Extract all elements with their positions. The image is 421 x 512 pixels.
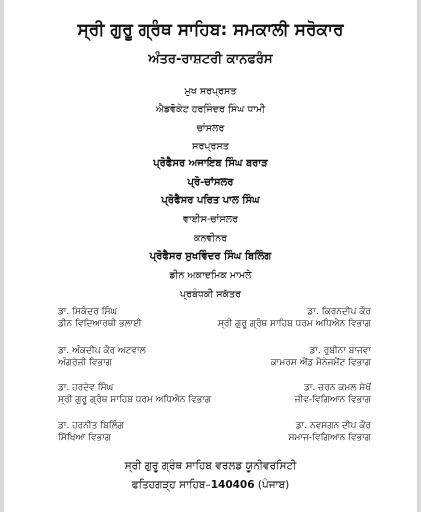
secretary-dept: ਸ੍ਰੀ ਗੁਰੂ ਗ੍ਰੰਥ ਸਾਹਿਬ ਧਰਮ ਅਧਿਐਨ ਵਿਭਾਗ [58,395,212,405]
secretary-left-3 [58,382,211,406]
footer-pin: 140406 [210,479,255,491]
secretary-left-2 [58,345,146,369]
footer-university: ਸ੍ਰੀ ਗੁਰੂ ਗ੍ਰੰਥ ਸਾਹਿਬ ਵਰਲਡ ਯੂਨੀਵਰਸਿਟੀ [124,460,297,472]
secretary-dept: ਸ੍ਰੀ ਗੁਰੂ ਗ੍ਰੰਥ ਸਾਹਿਬ ਧਰਮ ਅਧਿਐਨ ਵਿਭਾਗ [217,319,371,329]
secretary-name: ਡਾ. ਨਵਸਗਨ ਦੀਪ ਕੌਰ [295,421,371,431]
secretary-left-4 [58,420,124,444]
secretary-dept: ਸਿੱਖਿਆ ਵਿਭਾਗ [58,433,112,443]
role-patron: ਸਰਪ੍ਰਸਤ [192,141,229,152]
name-pro-chancellor: ਪ੍ਰੋਫੈਸਰ ਅਜਾਇਬ ਸਿੰਘ ਬਰਾੜ [153,158,268,169]
secretary-dept: ਸਮਾਜ-ਵਿਗਿਆਨ ਵਿਭਾਗ [288,433,371,443]
role-convener: ਕਨਵੀਨਰ [193,233,228,244]
secretary-dept: ਅੰਗਰੇਜ਼ੀ ਵਿਭਾਗ [58,358,112,368]
role-pro-chancellor: ਪ੍ਰੋ-ਚਾਂਸਲਰ [187,177,234,188]
role-vice-chancellor: ਵਾਈਸ-ਚਾਂਸਲਰ [183,214,238,225]
secretary-name: ਡਾ. ਕਿਰਨਦੀਪ ਕੌਰ [307,307,371,317]
secretary-name: ਡਾ. ਹਰਦੇਵ ਸਿੰਘ [58,383,114,393]
secretary-dept: ਡੀਨ ਵਿਦਿਆਰਥੀ ਭਲਾਈ [58,319,142,329]
role-organizing-secretary: ਪ੍ਰਬੰਧਕੀ ਸਕੱਤਰ [179,289,242,300]
name-chancellor: ਐਡਵੋਕੇਟ ਹਰਜਿੰਦਰ ਸਿੰਘ ਧਾਮੀ [155,104,266,115]
footer-city: ਫਤਿਹਗੜ੍ਹ ਸਾਹਿਬ– [131,479,211,491]
name-vice-chancellor: ਪ੍ਰੋਫੈਸਰ ਪਰਿਤ ਪਾਲ ਸਿੰਘ [161,195,260,206]
footer-address [0,479,421,492]
secretary-name: ਡਾ. ਹਰਨੀਤ ਬਿਲਿੰਗ [58,421,124,431]
secretary-name: ਡਾ. ਰੁਬੀਨਾ ਬਾਜਵਾ [309,346,371,356]
secretary-name: ਡਾ. ਸਿਕੰਦਰ ਸਿੰਘ [58,307,118,317]
secretary-right-2 [271,345,371,369]
secretary-dept: ਕਾਮਰਸ ਐਂਡ ਮੈਨੇਜਮੈਂਟ ਵਿਭਾਗ [270,358,371,368]
secretary-name: ਡਾ. ਚਰਨ ਕਮਲ ਸੇਖੋਂ [304,383,371,393]
role-chief-patron: ਮੁਖ ਸਰਪ੍ਰਸਤ [184,86,237,97]
secretary-right-4 [289,420,371,444]
secretary-right-1 [218,306,371,330]
secretary-right-3 [295,382,371,406]
role-chancellor: ਚਾਂਸਲਰ [196,123,225,134]
secretary-left-1 [58,306,142,330]
name-convener: ਪ੍ਰੋਫੈਸਰ ਸੁਖਵਿੰਦਰ ਸਿੰਘ ਬਿਲਿੰਗ [149,251,272,262]
secretary-dept: ਜੀਵ-ਵਿਗਿਆਨ ਵਿਭਾਗ [294,395,371,405]
document-title: ਸ੍ਰੀ ਗੁਰੂ ਗ੍ਰੰਥ ਸਾਹਿਬ: ਸਮਕਾਲੀ ਸਰੋਕਾਰ [77,20,344,40]
footer-state: (ਪੰਜਾਬ) [257,479,290,491]
secretary-name: ਡਾ. ਅੰਕਦੀਪ ਕੌਰ ਅਟਵਾਲ [58,346,146,356]
conference-subtitle: ਅੰਤਰ-ਰਾਸ਼ਟਰੀ ਕਾਨਫਰੰਸ [148,52,273,67]
role-dean-academic: ਡੀਨ ਅਕਾਦਮਿਕ ਮਾਮਲੇ [169,270,252,281]
